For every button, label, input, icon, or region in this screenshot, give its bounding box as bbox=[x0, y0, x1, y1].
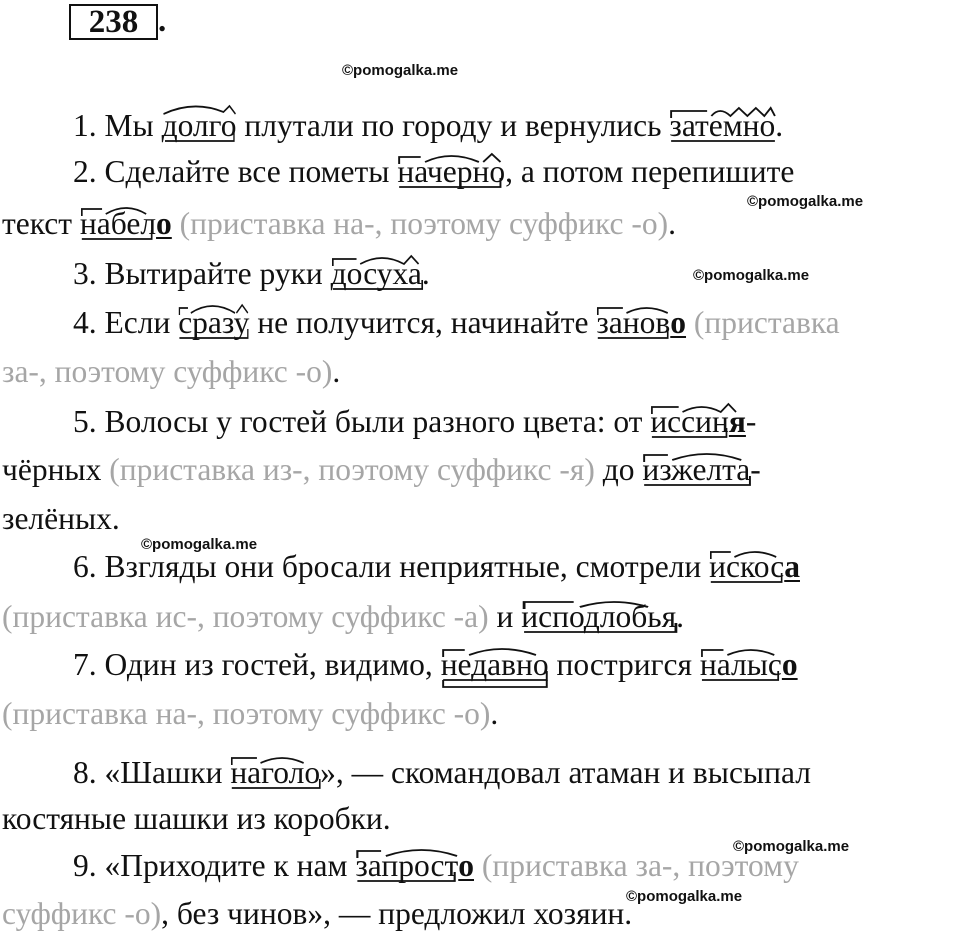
sentence-3-line bbox=[0, 252, 960, 296]
suffix-explanation: (приставка bbox=[686, 305, 840, 340]
adverb-ispodlobya: исподлобья bbox=[521, 599, 677, 634]
sentence-1-line bbox=[0, 104, 960, 148]
sentence-6-line-continued bbox=[0, 595, 960, 639]
sentence-5-line-end bbox=[0, 497, 960, 541]
adverb-nedavno: недавно bbox=[441, 643, 549, 687]
adverb-iskosa: искоса bbox=[709, 549, 800, 584]
line-text: . bbox=[490, 696, 499, 731]
sentence-2-line bbox=[0, 150, 960, 194]
adverb-nabelo: набело bbox=[79, 206, 172, 241]
sentence-2-line-continued bbox=[0, 202, 960, 246]
line-text: и bbox=[488, 599, 522, 634]
adverb-dosukha: досуха bbox=[330, 256, 422, 291]
adverb-srazu: сразу bbox=[178, 305, 250, 340]
line-text: постригся bbox=[548, 647, 700, 682]
line-text: . bbox=[421, 256, 430, 291]
line-text: - bbox=[745, 404, 757, 439]
watermark: ©pomogalka.me bbox=[733, 838, 850, 855]
adverb-zatemno: затемно bbox=[669, 108, 776, 143]
sentence-4-line-continued bbox=[0, 350, 960, 394]
line-text: . bbox=[775, 108, 784, 143]
sentence-7-line bbox=[0, 643, 960, 687]
sentence-6-line bbox=[0, 545, 960, 589]
line-text: , а потом перепишите bbox=[505, 154, 795, 189]
sentence-7-line-continued bbox=[0, 692, 960, 736]
watermark: ©pomogalka.me bbox=[141, 536, 258, 553]
line-text: 3. Вытирайте руки bbox=[73, 256, 331, 291]
line-text: текст bbox=[2, 206, 80, 241]
line-text: . bbox=[668, 206, 676, 241]
sentence-5-line bbox=[0, 400, 960, 444]
line-text: , без чинов», — предложил хозяин. bbox=[161, 896, 633, 931]
suffix-explanation: (приставка за-, поэтому bbox=[474, 848, 799, 883]
line-text: 7. Один из гостей, видимо, bbox=[73, 647, 441, 682]
watermark: ©pomogalka.me bbox=[626, 888, 743, 905]
watermark: ©pomogalka.me bbox=[693, 267, 810, 284]
line-text: 9. «Приходите к нам bbox=[73, 848, 356, 883]
line-text: костяные шашки из коробки. bbox=[2, 801, 391, 836]
sentence-9-line-continued bbox=[0, 892, 960, 936]
line-text: 6. Взгляды они бросали неприятные, смотрели bbox=[73, 549, 710, 584]
suffix-explanation: (приставка ис-, поэтому суффикс -а) bbox=[2, 599, 489, 634]
line-text: 1. Мы bbox=[73, 108, 162, 143]
sentence-8-line bbox=[0, 751, 960, 795]
line-text: до bbox=[594, 452, 643, 487]
adverb-zaprosto: запросто bbox=[355, 848, 474, 883]
line-text: 5. Волосы у гостей были разного цвета: от bbox=[73, 404, 651, 439]
exercise-number-dot: . bbox=[158, 3, 167, 39]
line-text: зелёных. bbox=[2, 501, 120, 536]
suffix-explanation: за-, поэтому суффикс -о) bbox=[2, 354, 333, 389]
adverb-nacherno: начерно bbox=[397, 154, 506, 189]
adverb-nagolo: наголо bbox=[230, 755, 321, 790]
sentence-9-line bbox=[0, 844, 960, 888]
exercise-number: 238 bbox=[69, 4, 158, 40]
suffix-explanation: (приставка на-, поэтому суффикс -о) bbox=[171, 206, 669, 241]
adverb-zanovo: заново bbox=[596, 305, 687, 340]
sentence-8-line-continued bbox=[0, 797, 960, 841]
adverb-izzhelta: изжелта bbox=[642, 452, 751, 487]
suffix-explanation: суффикс -о) bbox=[2, 896, 162, 931]
suffix-explanation: (приставка на-, поэтому суффикс -о) bbox=[2, 696, 491, 731]
watermark: ©pomogalka.me bbox=[342, 62, 459, 79]
adverb-dolgo: долго bbox=[161, 108, 237, 143]
line-text: - bbox=[750, 452, 761, 487]
line-text: 4. Если bbox=[73, 305, 179, 340]
sentence-4-line bbox=[0, 301, 960, 345]
line-text: . bbox=[676, 599, 685, 634]
suffix-explanation: (приставка из-, поэтому суффикс -я) bbox=[109, 452, 595, 487]
adverb-nalyso: налысо bbox=[699, 647, 798, 682]
line-text: . bbox=[332, 354, 341, 389]
line-text: не получится, начинайте bbox=[249, 305, 597, 340]
adverb-issinya: иссиня bbox=[650, 404, 746, 439]
line-text: 8. «Шашки bbox=[73, 755, 231, 790]
watermark: ©pomogalka.me bbox=[747, 193, 864, 210]
line-text: », — скомандовал атаман и высыпал bbox=[320, 755, 811, 790]
line-text: 2. Сделайте все пометы bbox=[73, 154, 398, 189]
sentence-5-line-continued bbox=[0, 448, 960, 492]
line-text: чёрных bbox=[2, 452, 110, 487]
line-text: плутали по городу и вернулись bbox=[236, 108, 670, 143]
